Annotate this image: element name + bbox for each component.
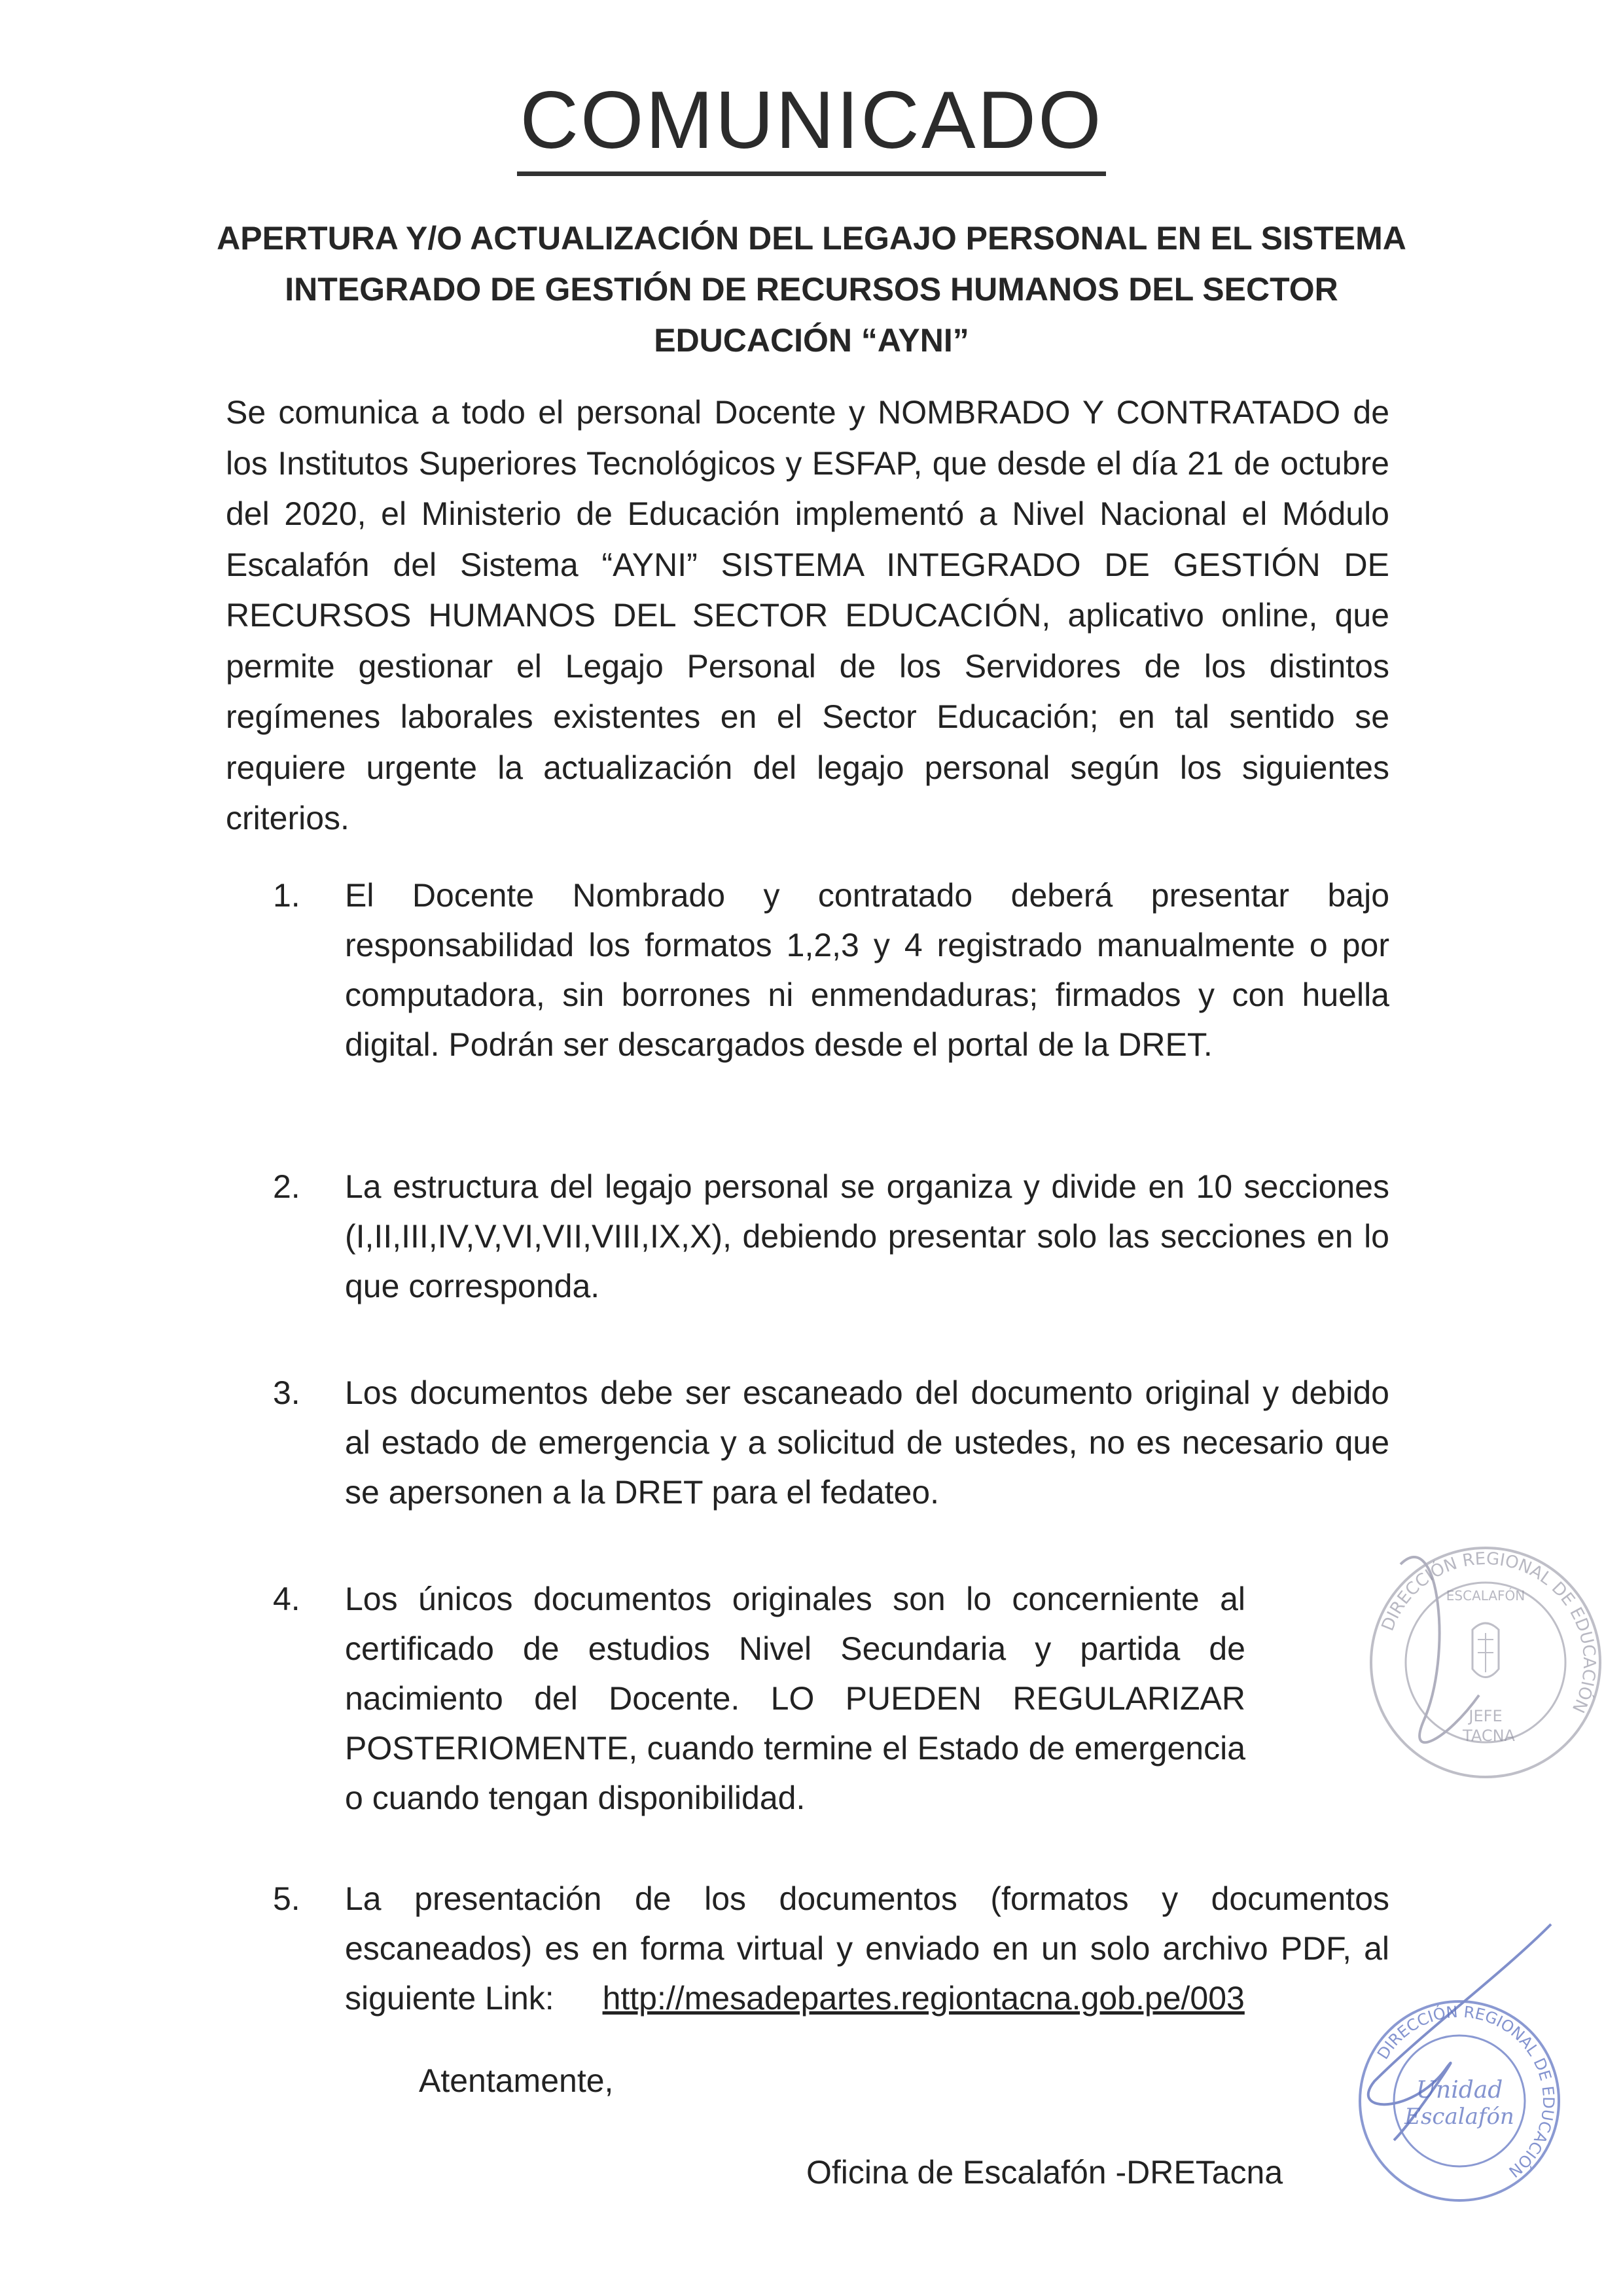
list-item-text-body: La presentación de los documentos (formatos y documentos escaneados) es en forma virtual y enviado en un solo archivo PDF, al siguiente Link: bbox=[345, 1880, 1389, 2017]
unit-stamp-ring-text: DIRECCIÓN REGIONAL DE EDUCACIÓN bbox=[1374, 2002, 1558, 2181]
document-subtitle: APERTURA Y/O ACTUALIZACIÓN DEL LEGAJO PERSONAL EN EL SISTEMA INTEGRADO DE GESTIÓN DE RECURSOS HUMANOS DEL SECTOR EDUCACIÓN “AYNI” bbox=[217, 220, 1406, 359]
list-item-number: 4. bbox=[273, 1581, 300, 1617]
seal-stamp-icon bbox=[1361, 1525, 1610, 1800]
unit-stamp-line2: Escalafón bbox=[1404, 2104, 1514, 2130]
list-item-text: La estructura del legajo personal se organiza y divide en 10 secciones (I,II,III,IV,V,VI,VII,VIII,IX,X), debiendo presentar solo las secciones en lo que corresponda. bbox=[345, 1168, 1389, 1304]
list-item-text: Los únicos documentos originales son lo concerniente al certificado de estudios Nivel Secundaria y partida de nacimiento del Docente. LO PUEDEN REGULARIZAR POSTERIOMENTE, cuando termine el Estado de emergencia o cuando tengan disponibilidad. bbox=[345, 1581, 1245, 1816]
unit-stamp-line1: Unidad bbox=[1416, 2077, 1503, 2104]
seal-ring-text: DIRECCIÓN REGIONAL DE EDUCACIÓN bbox=[1378, 1549, 1599, 1716]
page-title: COMUNICADO bbox=[520, 75, 1103, 166]
unit-stamp-icon bbox=[1335, 1918, 1584, 2219]
intro-paragraph: Se comunica a todo el personal Docente y NOMBRADO Y CONTRATADO de los Institutos Superiores Tecnológicos y ESFAP, que desde el día 21 de octubre del 2020, el Ministerio de Educación implementó a Nivel Nacional el Módulo Escalafón del Sistema “AYNI” SISTEMA INTEGRADO DE GESTIÓN DE RECURSOS HUMANOS DEL SECTOR EDUCACIÓN, aplicativo online, que permite gestionar el Legajo Personal de los Servidores de los distintos regímenes laborales existentes en el Sector Educación; en tal sentido se requiere urgente la actualización del legajo personal según los siguientes criterios. bbox=[226, 394, 1389, 836]
closing-salutation: Atentamente, bbox=[419, 2062, 614, 2099]
list-item-number: 1. bbox=[273, 877, 300, 914]
title-underline bbox=[517, 171, 1106, 176]
list-item-number: 2. bbox=[273, 1168, 300, 1205]
seal-bottom-word: TACNA bbox=[1463, 1727, 1515, 1745]
list-item-text: El Docente Nombrado y contratado deberá presentar bajo responsabilidad los formatos 1,2,3 y 4 registrado manualmente o por computadora, sin borrones ni enmendaduras; firmados y con huella digital. Podrán ser descargados desde el portal de la DRET. bbox=[345, 877, 1389, 1063]
list-item-text bbox=[345, 1874, 1389, 2023]
seal-inner-top: ESCALAFÓN bbox=[1446, 1588, 1525, 1604]
list-item-number: 5. bbox=[273, 1880, 300, 1917]
submission-link[interactable]: http://mesadepartes.regiontacna.gob.pe/003 bbox=[602, 1980, 1245, 2017]
list-item-text: Los documentos debe ser escaneado del documento original y debido al estado de emergencia y a solicitud de ustedes, no es necesario que se apersonen a la DRET para el fedateo. bbox=[345, 1374, 1389, 1511]
seal-inner-bottom: JEFE bbox=[1469, 1707, 1503, 1725]
office-signature: Oficina de Escalafón -DRETacna bbox=[806, 2154, 1283, 2191]
list-item-number: 3. bbox=[273, 1374, 300, 1411]
